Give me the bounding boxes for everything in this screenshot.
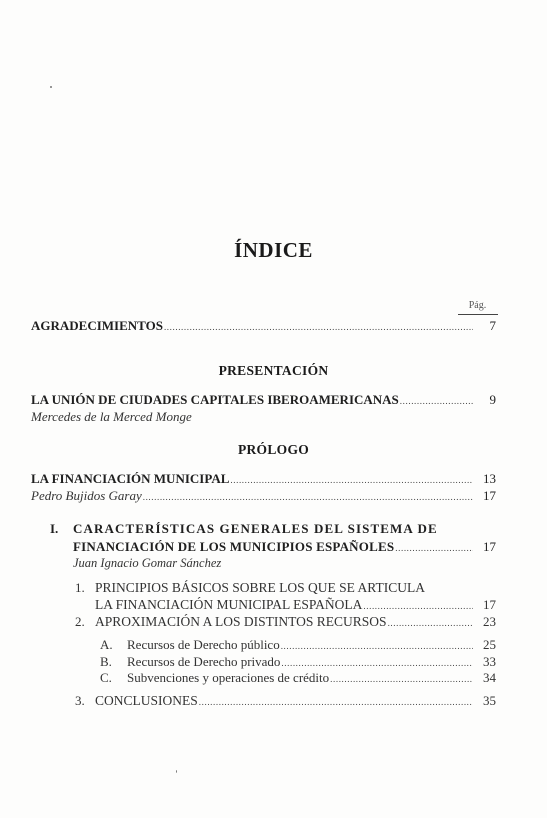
toc-entry-conclusions[interactable] [95,693,496,709]
toc-entry-subitem-b[interactable] [127,654,496,670]
toc-entry-union-ciudades[interactable] [31,392,496,408]
leader-dots [400,396,473,406]
toc-page-number: 34 [483,670,496,685]
leader-dots [281,641,473,651]
author-name: Juan Ignacio Gomar Sánchez [73,556,222,570]
toc-page-number: 25 [483,637,496,652]
chapter-title-line-1[interactable]: CARACTERÍSTICAS GENERALES DEL SISTEMA DE [73,521,438,536]
chapter-title-line-2: FINANCIACIÓN DE LOS MUNICIPIOS ESPAÑOLES [73,539,395,554]
leader-dots [395,543,473,553]
item-title-line-2: LA FINANCIACIÓN MUNICIPAL ESPAÑOLA [95,597,363,612]
item-number: 3. [75,693,85,708]
toc-page-number: 17 [483,488,496,503]
toc-entry-title: LA UNIÓN DE CIUDADES CAPITALES IBEROAMERICANAS [31,392,399,407]
subitem-letter: C. [100,670,112,685]
item-title-line-1[interactable]: PRINCIPIOS BÁSICOS SOBRE LOS QUE SE ARTICULA [95,580,425,595]
leader-dots [363,601,473,611]
toc-entry-title: AGRADECIMIENTOS [31,318,163,333]
paper-speck [50,86,52,88]
item-number: 1. [75,580,85,595]
leader-dots [388,618,473,628]
toc-entry-subitem-a[interactable] [127,637,496,653]
subitem-letter: B. [100,654,112,669]
subitem-title: Subvenciones y operaciones de crédito [127,670,330,685]
toc-entry-financiacion-municipal[interactable] [31,471,496,487]
leader-dots [230,475,473,485]
leader-dots [330,674,473,684]
page-column-rule [458,314,498,315]
index-title: ÍNDICE [234,238,313,262]
paper-speck [176,770,177,773]
toc-page-number: 13 [483,471,496,486]
toc-page-number: 23 [483,614,496,629]
toc-entry-author-bujidos[interactable] [31,488,496,504]
toc-entry-acknowledgments[interactable] [31,318,496,334]
leader-dots [199,697,473,707]
toc-page-number: 35 [483,693,496,708]
item-title: APROXIMACIÓN A LOS DISTINTOS RECURSOS [95,614,387,629]
toc-page-number: 17 [483,539,496,554]
toc-entry-chapter-1[interactable] [73,539,496,555]
section-heading-presentation: PRESENTACIÓN [218,363,329,378]
toc-page-number: 9 [489,392,496,407]
toc-page-number: 33 [483,654,496,669]
leader-dots [164,322,473,332]
section-heading-prologue: PRÓLOGO [237,442,310,457]
subitem-letter: A. [100,637,113,652]
subitem-title: Recursos de Derecho privado [127,654,281,669]
toc-page-number: 17 [483,597,496,612]
author-name: Mercedes de la Merced Monge [31,409,192,424]
item-title: CONCLUSIONES [95,693,198,708]
toc-entry-item-1[interactable] [95,597,496,613]
toc-entry-title: LA FINANCIACIÓN MUNICIPAL [31,471,230,486]
author-name: Pedro Bujidos Garay [31,488,142,503]
page-column-label: Pág. [468,300,487,311]
toc-entry-item-2[interactable] [95,614,496,630]
item-number: 2. [75,614,85,629]
subitem-title: Recursos de Derecho público [127,637,280,652]
leader-dots [143,492,473,502]
toc-entry-subitem-c[interactable] [127,670,496,686]
chapter-number: I. [50,521,59,536]
leader-dots [281,658,473,668]
toc-page-number: 7 [489,318,496,333]
